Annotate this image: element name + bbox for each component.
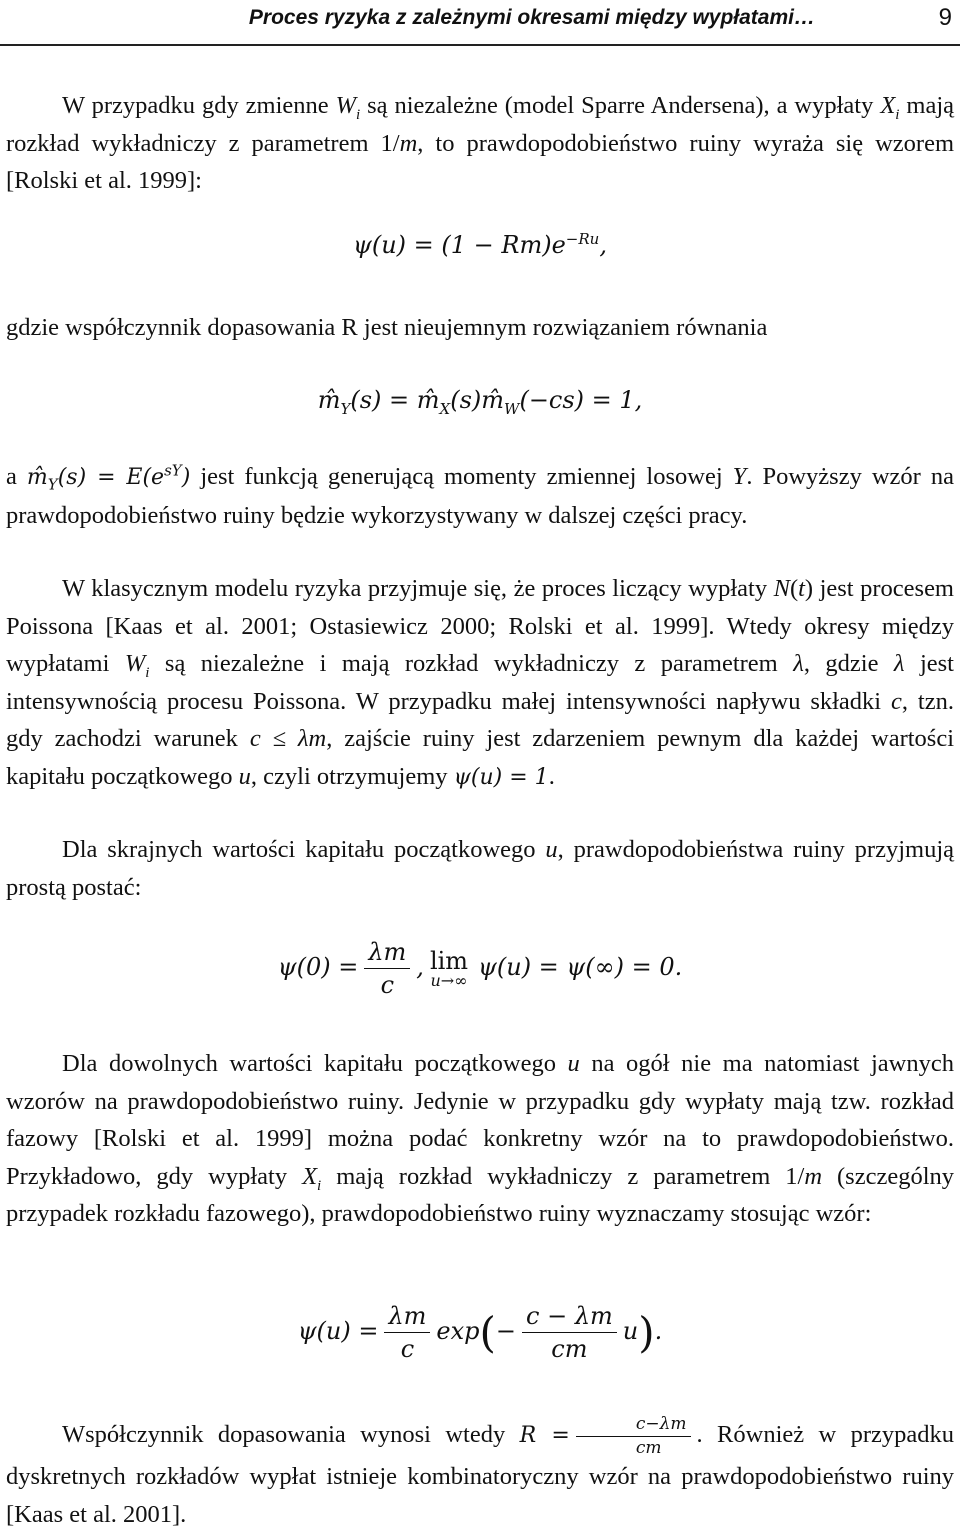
sub-i: i: [145, 664, 150, 681]
eq-text: ψ(0) =: [277, 953, 359, 981]
var-m: m: [399, 129, 418, 157]
equation-lundberg: [0, 386, 960, 418]
text: są niezależne i mają rozkład wykładniczy z parametrem: [149, 650, 794, 677]
var-u: u: [238, 762, 251, 790]
text: a: [6, 463, 27, 490]
eq-sup: sY: [164, 461, 182, 480]
text: , to prawdopodobieństwo ruiny wyraża się wzorem [Rolski et al. 1999]:: [6, 129, 955, 194]
eq-text: ,: [599, 231, 607, 259]
var-c: c: [891, 687, 902, 715]
text: .: [548, 762, 555, 790]
eq-text: (s) = E(e: [57, 465, 165, 490]
text: , tzn. gdy zachodzi warunek: [6, 687, 954, 752]
numerator: λm: [364, 938, 410, 969]
sub-i: i: [317, 1177, 322, 1194]
eq-text: m̂: [26, 465, 48, 490]
var-X: X: [880, 92, 896, 119]
var-m: m: [804, 1162, 823, 1190]
eq-text: .: [654, 1317, 663, 1345]
sub-i: i: [356, 106, 361, 123]
text: , zajście ruiny jest zdarzeniem pewnym dla każdej wartości kapitału początkowego: [6, 725, 954, 790]
paragraph-mgf: [6, 458, 954, 534]
numerator: c−λm: [576, 1415, 691, 1437]
text: jest funkcją generującą momenty zmiennej losowej: [190, 463, 733, 490]
eq-text: (s)m̂: [450, 386, 505, 414]
lim-word: lim: [429, 946, 469, 975]
var-lambda: λ: [893, 650, 905, 677]
text: na ogół nie ma natomiast jawnych wzorów na prawdopodobieństwo ruiny. Jedynie w przypadku gdy wypłaty mają tzw. rozkład fazowy [Rolski et al. 1999] można podać konkretny wzór na to prawdopodobieństwo. Przykładowo, gdy wypłaty: [6, 1050, 954, 1190]
text: mają rozkład wykładniczy z parametrem 1/: [6, 92, 955, 157]
eq-text: ψ(u) = ψ(∞) = 0.: [478, 953, 683, 981]
text: W klasycznym modelu ryzyka przyjmuje się, że proces liczący wypłaty: [62, 575, 774, 602]
paragraph-phase-type: [6, 1045, 954, 1233]
denominator: cm: [551, 1335, 588, 1363]
paragraph-sparre-andersen: [6, 87, 954, 200]
equation-ruin-probability-exponential: [0, 231, 960, 259]
text: mają rozkład wykładniczy z parametrem 1/: [321, 1162, 805, 1190]
text: (: [789, 575, 799, 602]
sub-i: i: [895, 106, 900, 123]
fraction: [522, 1302, 617, 1363]
text: gdzie współczynnik dopasowania R jest nieujemnym rozwiązaniem równania: [6, 314, 768, 341]
var-t: t: [798, 575, 805, 602]
eq-text: (−cs) = 1,: [519, 386, 643, 414]
text: ) jest procesem Poissona [Kaas et al. 2001; Ostasiewicz 2000; Rolski et al. 1999]. Wtedy okresy między wypłatami: [6, 575, 954, 677]
eq-text: ,: [416, 953, 424, 981]
limit: [429, 946, 469, 990]
eq-text: u: [622, 1317, 639, 1345]
text: Dla dowolnych wartości kapitału początkowego: [62, 1050, 568, 1077]
text: jest intensywnością procesu Poissona. W przypadku małej intensywności napływu składki: [6, 650, 954, 715]
eq-text: −: [495, 1317, 517, 1345]
eq-text: R =: [519, 1423, 570, 1449]
eq-sub: X: [439, 399, 451, 418]
paragraph-adjustment-coefficient: [6, 309, 954, 347]
condition: c ≤ λm: [249, 725, 327, 752]
var-N: N: [773, 575, 790, 602]
eq-text: ψ(u) = (1 − Rm)e: [353, 231, 566, 259]
text: W przypadku gdy zmienne: [62, 92, 336, 119]
text: , gdzie: [803, 650, 894, 677]
text: (szczególny przypadek rozkładu fazowego), prawdopodobieństwo ruiny wyznaczamy stosując wzór:: [6, 1162, 955, 1227]
fraction: [384, 1302, 430, 1363]
denominator: c: [380, 971, 395, 999]
left-paren: (: [479, 1308, 496, 1357]
eq-exponent: −Ru: [565, 230, 600, 248]
paragraph-coefficient-value: [6, 1415, 954, 1533]
fraction: [364, 938, 410, 999]
running-title: Proces ryzyka z zależnymi okresami między wypłatami…: [248, 6, 815, 29]
text: są niezależne (model Sparre Andersena), a wypłaty: [360, 92, 881, 119]
var-X: X: [302, 1162, 318, 1190]
eq-text: m̂: [317, 386, 341, 414]
text: . Również w przypadku dyskretnych rozkładów wypłat istnieje kombinatoryczny wzór na prawdopodobieństwo ruiny [Kaas et al. 2001].: [6, 1421, 954, 1528]
paragraph-extreme-values: [6, 831, 954, 906]
equation-exponential-ruin: [0, 1302, 960, 1363]
var-Y: Y: [732, 463, 747, 490]
page-number: 9: [938, 4, 952, 31]
text: . Powyższy wzór na prawdopodobieństwo ruiny będzie wykorzystywany w dalszej części pracy.: [6, 463, 955, 529]
var-u: u: [545, 836, 558, 863]
denominator: c: [400, 1335, 415, 1363]
var-lambda: λ: [793, 650, 804, 677]
fraction: [576, 1415, 691, 1458]
text: Dla skrajnych wartości kapitału początkowego: [62, 836, 546, 863]
eq-sub: Y: [47, 475, 58, 494]
text: , prawdopodobieństwa ruiny przyjmują prostą postać:: [6, 836, 955, 901]
eq-text: ): [181, 465, 191, 490]
eq-text: (s) = m̂: [350, 386, 440, 414]
equation-limits: [0, 938, 960, 999]
paragraph-classical-model: [6, 570, 954, 796]
denominator: cm: [635, 1438, 662, 1458]
eq-text: ψ(u) =: [297, 1317, 379, 1345]
numerator: λm: [384, 1302, 430, 1333]
eq-sub: Y: [340, 399, 351, 418]
numerator: c − λm: [522, 1302, 617, 1333]
var-W: W: [124, 650, 146, 677]
inline-formula: ψ(u) = 1: [453, 764, 549, 790]
var-W: W: [335, 92, 357, 119]
lim-sub: u→∞: [430, 970, 468, 990]
text: , czyli otrzymujemy: [250, 762, 454, 790]
eq-sub: W: [504, 399, 520, 418]
right-paren: ): [638, 1308, 655, 1357]
var-u: u: [567, 1050, 580, 1077]
exp-function: exp: [436, 1317, 480, 1345]
running-header: [0, 0, 960, 46]
text: Współczynnik dopasowania wynosi wtedy: [62, 1421, 520, 1449]
